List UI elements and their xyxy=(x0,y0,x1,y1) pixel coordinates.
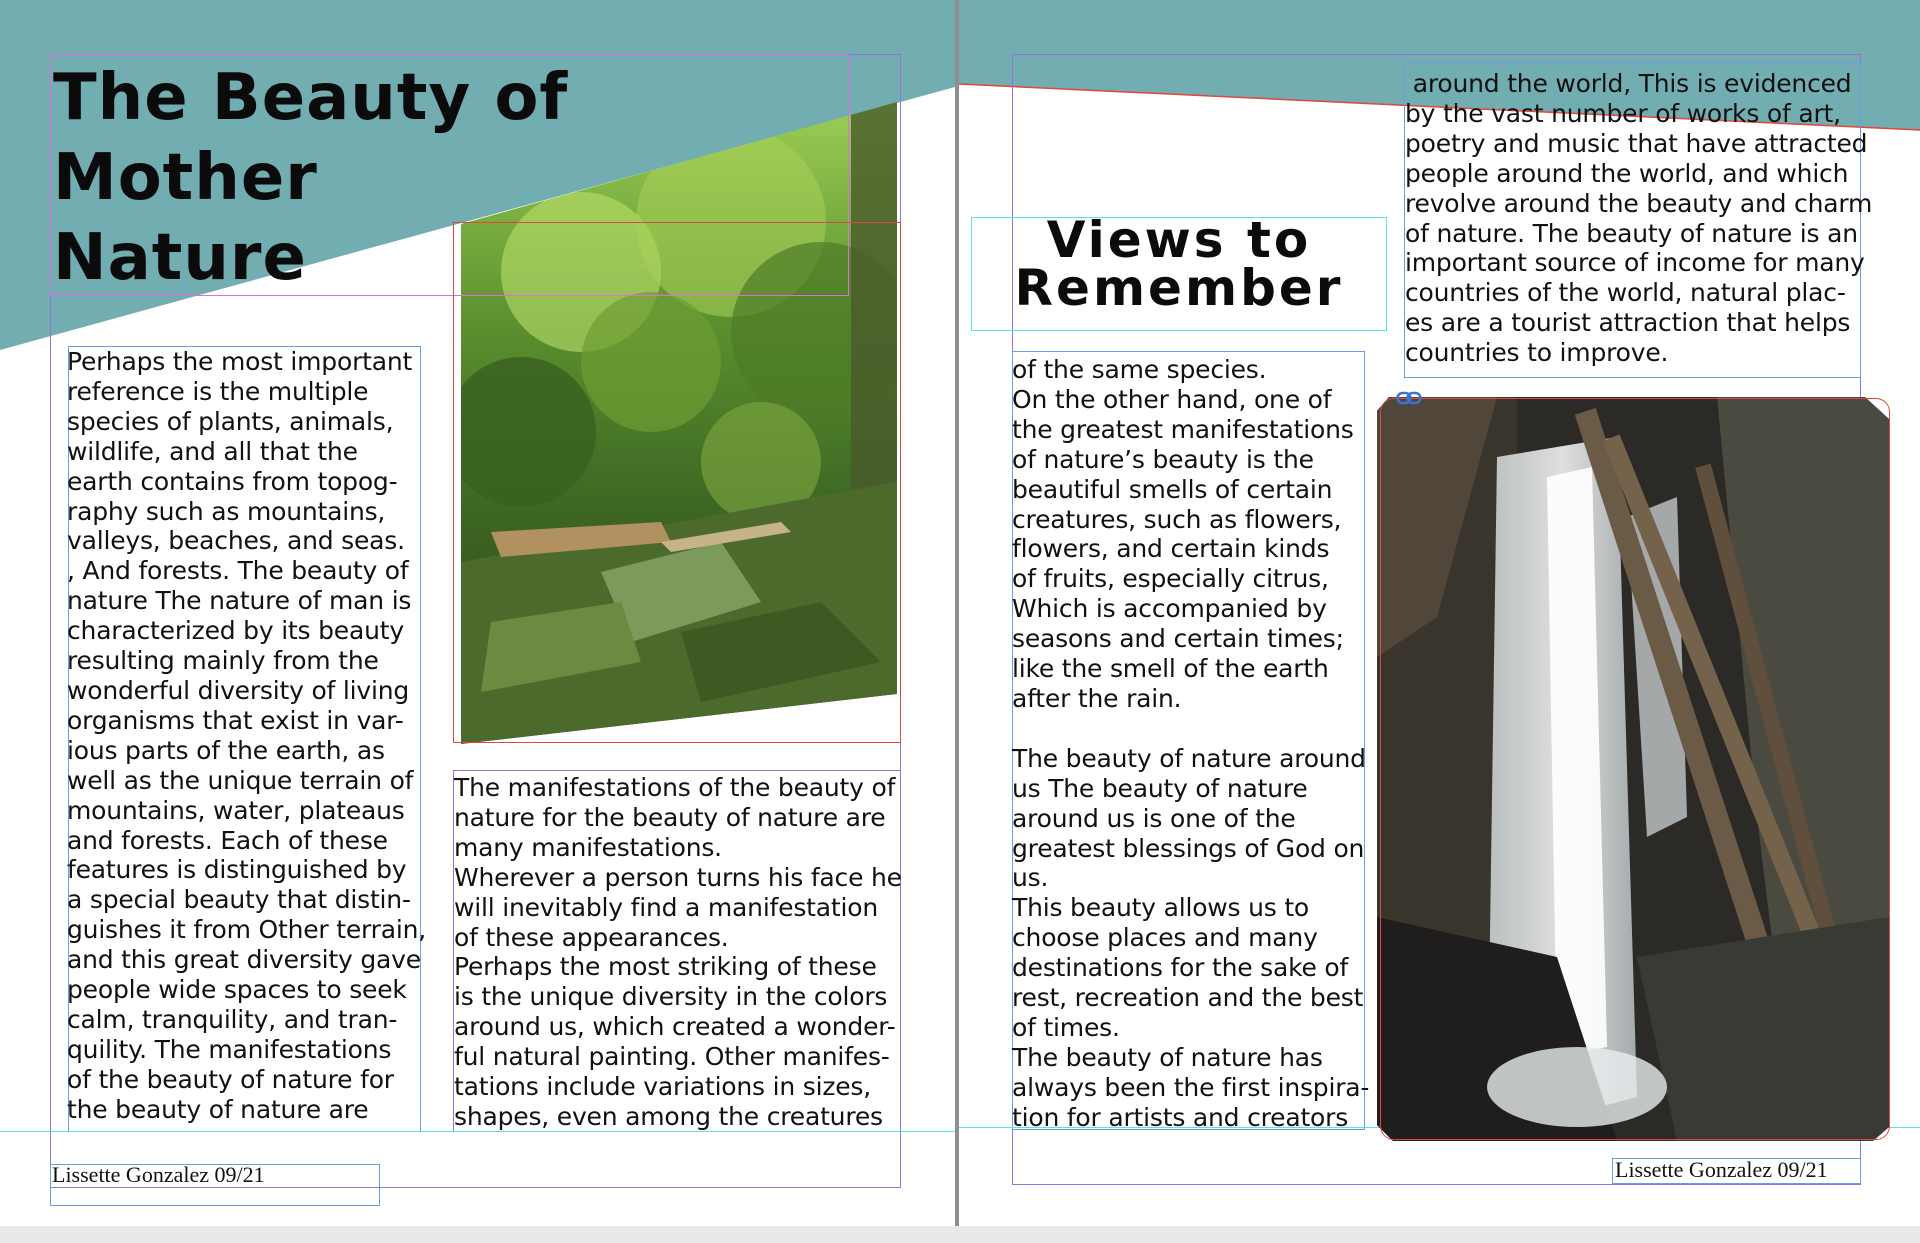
pasteboard-bottom xyxy=(0,1226,1920,1243)
right-column-text[interactable]: The manifestations of the beauty of nature for the beauty of nature are many manifestations. Wherever a person turns his face he will inevitably find a manifestation of these appearances. Perhaps the most striking of these is the unique diversity in the colors around us, which created a wonder- ful natural painting. Other manifes- tations include variations in sizes, shapes, even among the creatures xyxy=(454,773,902,1131)
top-text[interactable]: around the world, This is evidenced by the vast number of works of art, poetry and music that have attracted people around the world, and which revolve around the beauty and charm of nature. The beauty of nature is an important source of income for many countries of the world, natural plac- es are a tourist attraction that helps countries to improve. xyxy=(1405,69,1873,368)
section-heading[interactable]: Views to Remember xyxy=(1014,211,1344,317)
author-credit[interactable]: Lissette Gonzalez 09/21 xyxy=(52,1162,265,1187)
link-icon[interactable] xyxy=(1396,390,1422,406)
left-page xyxy=(0,0,955,1243)
waterfall-photo-frame xyxy=(1380,398,1890,1140)
right-page-column-text[interactable]: of the same species. On the other hand, one of the greatest manifestations of nature’s beauty is the beautiful smells of certain creatures, such as flowers, flowers, and certain kinds of fruits, especially citrus, Which is accompanied by seasons and certain times; like the smell of the earth after the rain. The beauty of nature around us The beauty of nature around us is one of the greatest blessings of God on us. This beauty allows us to choose places and many destinations for the sake of rest, recreation and the best of times. The beauty of nature has always been the first inspira- tion for artists and creators xyxy=(1012,355,1370,1132)
photo-frame xyxy=(453,222,901,743)
right-author-credit[interactable]: Lissette Gonzalez 09/21 xyxy=(1615,1157,1828,1182)
page-title[interactable]: The Beauty of Mother Nature xyxy=(53,61,569,295)
left-column-text[interactable]: Perhaps the most important reference is the multiple species of plants, animals, wildlife, and all that the earth contains from topog- raphy such as mountains, valleys, beaches, and seas. , And forests. The beauty of nature The nature of man is characterized by its beauty resulting mainly from the wonderful diversity of living organisms that exist in var- ious parts of the earth, as well as the unique terrain of mountains, water, plateaus and forests. Each of these features is distinguished by a special beauty that distin- guishes it from Other terrain, and this great diversity gave people wide spaces to seek calm, tranquility, and tran- quility. The manifestations of the beauty of nature for the beauty of nature are xyxy=(67,347,426,1124)
